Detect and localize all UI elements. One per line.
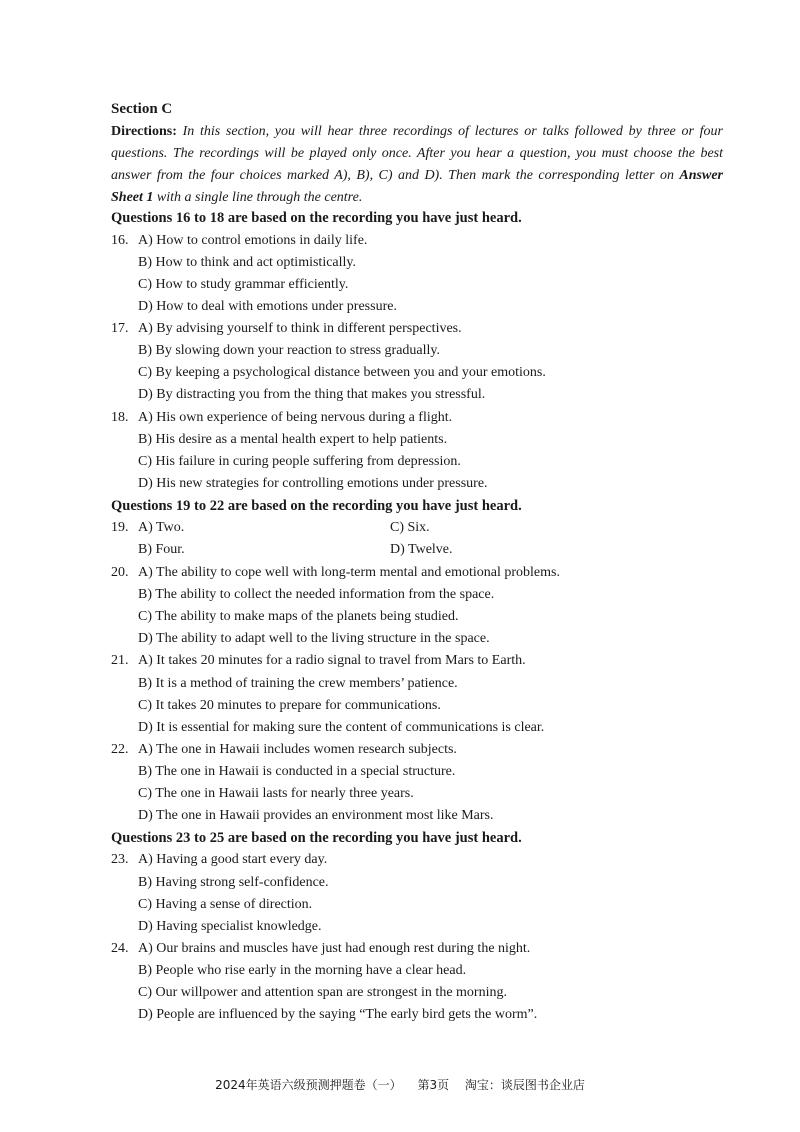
option-17-a: A) By advising yourself to think in different perspectives. [138,321,462,336]
option-19-d: D) Twelve. [390,542,453,557]
question-number-23: 23. [111,852,129,867]
option-24-a: A) Our brains and muscles have just had enough rest during the night. [138,941,531,956]
footer-title: 2024年英语六级预测押题卷（一） [215,1078,402,1092]
question-number-19: 19. [111,520,129,535]
question-number-18: 18. [111,410,129,425]
question-number-24: 24. [111,941,129,956]
option-20-d: D) The ability to adapt well to the living structure in the space. [138,631,490,646]
option-16-a: A) How to control emotions in daily life. [138,233,368,248]
question-number-20: 20. [111,565,129,580]
option-23-a: A) Having a good start every day. [138,852,328,867]
option-18-c: C) His failure in curing people suffering from depression. [138,454,461,469]
option-23-b: B) Having strong self-confidence. [138,875,329,890]
option-18-b: B) His desire as a mental health expert to help patients. [138,432,448,447]
page-footer [0,1076,800,1093]
directions [111,121,723,209]
option-22-b: B) The one in Hawaii is conducted in a special structure. [138,764,456,779]
answer-sheet-label: Answer Sheet 1 [111,168,723,205]
directions-text-2: with a single line through the centre. [153,190,363,205]
option-16-c: C) How to study grammar efficiently. [138,277,349,292]
directions-label: Directions [111,124,173,139]
question-number-17: 17. [111,321,129,336]
footer-shop: 淘宝：谈辰图书企业店 [464,1078,585,1092]
option-24-c: C) Our willpower and attention span are strongest in the morning. [138,985,507,1000]
option-21-a: A) It takes 20 minutes for a radio signal to travel from Mars to Earth. [138,653,526,668]
option-23-c: C) Having a sense of direction. [138,897,313,912]
option-22-a: A) The one in Hawaii includes women research subjects. [138,742,457,757]
option-24-b: B) People who rise early in the morning have a clear head. [138,963,467,978]
option-18-d: D) His new strategies for controlling emotions under pressure. [138,476,488,491]
option-16-d: D) How to deal with emotions under pressure. [138,299,397,314]
option-19-b: B) Four. [138,542,185,557]
option-21-c: C) It takes 20 minutes to prepare for communications. [138,698,441,713]
option-20-c: C) The ability to make maps of the planets being studied. [138,609,459,624]
question-number-21: 21. [111,653,129,668]
directions-separator: : [172,124,177,139]
option-24-d: D) People are influenced by the saying “The early bird gets the worm”. [138,1007,538,1022]
footer-page-number: 第3页 [417,1078,450,1092]
option-21-b: B) It is a method of training the crew members’ patience. [138,676,458,691]
questions-header-19-22: Questions 19 to 22 are based on the recording you have just heard. [111,498,522,514]
question-number-22: 22. [111,742,129,757]
option-21-d: D) It is essential for making sure the content of communications is clear. [138,720,545,735]
questions-header-23-25: Questions 23 to 25 are based on the recording you have just heard. [111,830,522,846]
question-number-16: 16. [111,233,129,248]
option-22-c: C) The one in Hawaii lasts for nearly three years. [138,786,414,801]
option-19-c: C) Six. [390,520,430,535]
questions-header-16-18: Questions 16 to 18 are based on the recording you have just heard. [111,210,522,226]
option-20-a: A) The ability to cope well with long-term mental and emotional problems. [138,565,560,580]
option-20-b: B) The ability to collect the needed information from the space. [138,587,495,602]
option-19-a: A) Two. [138,520,185,535]
option-17-b: B) By slowing down your reaction to stress gradually. [138,343,440,358]
option-22-d: D) The one in Hawaii provides an environment most like Mars. [138,808,494,823]
option-17-c: C) By keeping a psychological distance between you and your emotions. [138,365,546,380]
option-23-d: D) Having specialist knowledge. [138,919,322,934]
directions-text-1: In this section, you will hear three recordings of lectures or talks followed by three or four questions. The recordings will be played only once. After you hear a question, you must choose the best answer from the four choices marked A), B), C) and D). Then mark the corresponding letter on [111,124,723,183]
option-18-a: A) His own experience of being nervous during a flight. [138,410,453,425]
option-17-d: D) By distracting you from the thing that makes you stressful. [138,387,486,402]
option-16-b: B) How to think and act optimistically. [138,255,357,270]
section-title: Section C [111,101,173,117]
